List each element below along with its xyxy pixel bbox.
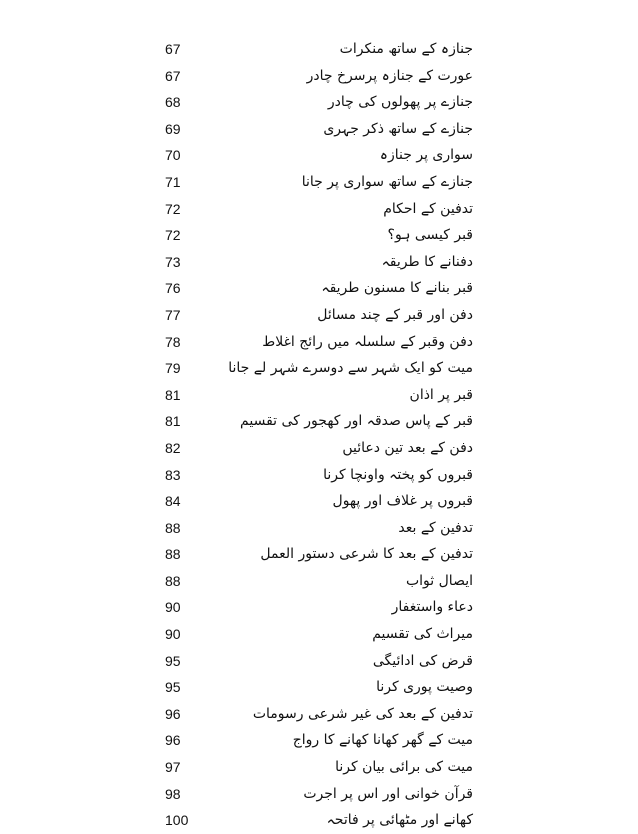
toc-title: میت کو ایک شہر سے دوسرے شہر لے جانا bbox=[228, 360, 473, 377]
toc-entry bbox=[0, 63, 638, 90]
toc-page-number: 97 bbox=[165, 759, 181, 776]
toc-title: دفن وقبر کے سلسلہ میں رائج اغلاط bbox=[262, 333, 473, 350]
toc-entry bbox=[0, 222, 638, 249]
toc-entry bbox=[0, 701, 638, 728]
toc-entry bbox=[0, 408, 638, 435]
toc-page-number: 76 bbox=[165, 280, 181, 297]
toc-page-number: 98 bbox=[165, 785, 181, 802]
toc-page-number: 67 bbox=[165, 67, 181, 84]
toc-entry bbox=[0, 674, 638, 701]
toc-title: وصیت پوری کرنا bbox=[376, 679, 473, 696]
toc-page-number: 88 bbox=[165, 519, 181, 536]
toc-title: قبر کیسی ہو؟ bbox=[387, 227, 473, 244]
toc-entry bbox=[0, 36, 638, 63]
toc-entry bbox=[0, 302, 638, 329]
toc-title: دفنانے کا طریقہ bbox=[381, 253, 473, 270]
toc-title: جنازے پر پھولوں کی چادر bbox=[327, 94, 473, 111]
toc-page-number: 100 bbox=[165, 812, 189, 829]
toc-entry bbox=[0, 568, 638, 595]
toc-page-number: 67 bbox=[165, 41, 181, 57]
toc-title: دفن اور قبر کے چند مسائل bbox=[317, 306, 473, 323]
toc-title: جنازے کے ساتھ سواری پر جانا bbox=[301, 173, 473, 190]
toc-page-number: 70 bbox=[165, 147, 181, 164]
toc-page-number: 78 bbox=[165, 333, 181, 350]
toc-entry bbox=[0, 169, 638, 196]
toc-title: میراث کی تقسیم bbox=[372, 626, 473, 643]
toc-page-number: 88 bbox=[165, 546, 181, 563]
toc-entry bbox=[0, 648, 638, 675]
toc-page-number: 81 bbox=[165, 413, 181, 430]
toc-title: دعاء واستغفار bbox=[391, 599, 473, 616]
toc-entry bbox=[0, 781, 638, 808]
toc-page-number: 95 bbox=[165, 679, 181, 696]
toc-entry bbox=[0, 382, 638, 409]
toc-title: تدفین کے بعد کی غیر شرعی رسومات bbox=[252, 705, 473, 722]
toc-title: قبر پر اذان bbox=[409, 386, 473, 403]
toc-title: قبر کے پاس صدقہ اور کھجور کی تقسیم bbox=[240, 413, 473, 430]
toc-page-number: 69 bbox=[165, 120, 181, 137]
toc-page-number: 73 bbox=[165, 253, 181, 270]
toc-entry bbox=[0, 142, 638, 169]
toc-title: قرآن خوانی اور اس پر اجرت bbox=[303, 785, 473, 802]
toc-title: میت کی برائی بیان کرنا bbox=[335, 759, 473, 776]
toc-page-number: 82 bbox=[165, 439, 181, 456]
toc-title: قرض کی ادائیگی bbox=[372, 652, 473, 669]
toc-entry bbox=[0, 355, 638, 382]
toc-entry bbox=[0, 541, 638, 568]
table-of-contents bbox=[0, 36, 638, 834]
toc-entry bbox=[0, 196, 638, 223]
toc-entry bbox=[0, 249, 638, 276]
toc-entry bbox=[0, 462, 638, 489]
toc-page-number: 71 bbox=[165, 173, 181, 190]
toc-entry bbox=[0, 275, 638, 302]
toc-title: قبروں کو پختہ واونچا کرنا bbox=[323, 466, 473, 483]
toc-entry bbox=[0, 515, 638, 542]
toc-title: قبر بنانے کا مسنون طریقہ bbox=[321, 280, 473, 297]
toc-page-number: 81 bbox=[165, 386, 181, 403]
toc-title: قبروں پر غلاف اور پھول bbox=[332, 493, 473, 510]
toc-entry bbox=[0, 488, 638, 515]
toc-title: تدفین کے احکام bbox=[383, 200, 473, 217]
toc-page-number: 77 bbox=[165, 306, 181, 323]
toc-entry bbox=[0, 807, 638, 834]
toc-page-number: 88 bbox=[165, 572, 181, 589]
toc-page-number: 72 bbox=[165, 227, 181, 244]
toc-title: کھانے اور مٹھائی پر فاتحہ bbox=[326, 812, 473, 829]
toc-page-number: 90 bbox=[165, 626, 181, 643]
toc-title: سواری پر جنازہ bbox=[379, 147, 473, 164]
toc-page-number: 68 bbox=[165, 94, 181, 111]
toc-page-number: 96 bbox=[165, 732, 181, 749]
toc-entry bbox=[0, 89, 638, 116]
toc-title: عورت کے جنازہ پرسرخ چادر bbox=[306, 67, 473, 84]
toc-page-number: 79 bbox=[165, 360, 181, 377]
toc-entry bbox=[0, 329, 638, 356]
toc-title: ایصال ثواب bbox=[405, 572, 473, 589]
toc-entry bbox=[0, 435, 638, 462]
toc-page-number: 84 bbox=[165, 493, 181, 510]
toc-title: تدفین کے بعد کا شرعی دستور العمل bbox=[260, 546, 473, 563]
toc-title: تدفین کے بعد bbox=[398, 519, 473, 536]
toc-entry bbox=[0, 621, 638, 648]
toc-entry bbox=[0, 754, 638, 781]
toc-page-number: 90 bbox=[165, 599, 181, 616]
toc-page-number: 95 bbox=[165, 652, 181, 669]
toc-page-number: 83 bbox=[165, 466, 181, 483]
toc-title: جنازے کے ساتھ ذکر جہری bbox=[323, 120, 473, 137]
toc-entry bbox=[0, 727, 638, 754]
toc-title: میت کے گھر کھانا کھانے کا رواج bbox=[292, 732, 473, 749]
toc-page-number: 96 bbox=[165, 705, 181, 722]
toc-title: جنازہ کے ساتھ منکرات bbox=[339, 41, 473, 57]
toc-page-number: 72 bbox=[165, 200, 181, 217]
toc-entry bbox=[0, 116, 638, 143]
toc-entry bbox=[0, 594, 638, 621]
toc-title: دفن کے بعد تین دعائیں bbox=[342, 439, 473, 456]
